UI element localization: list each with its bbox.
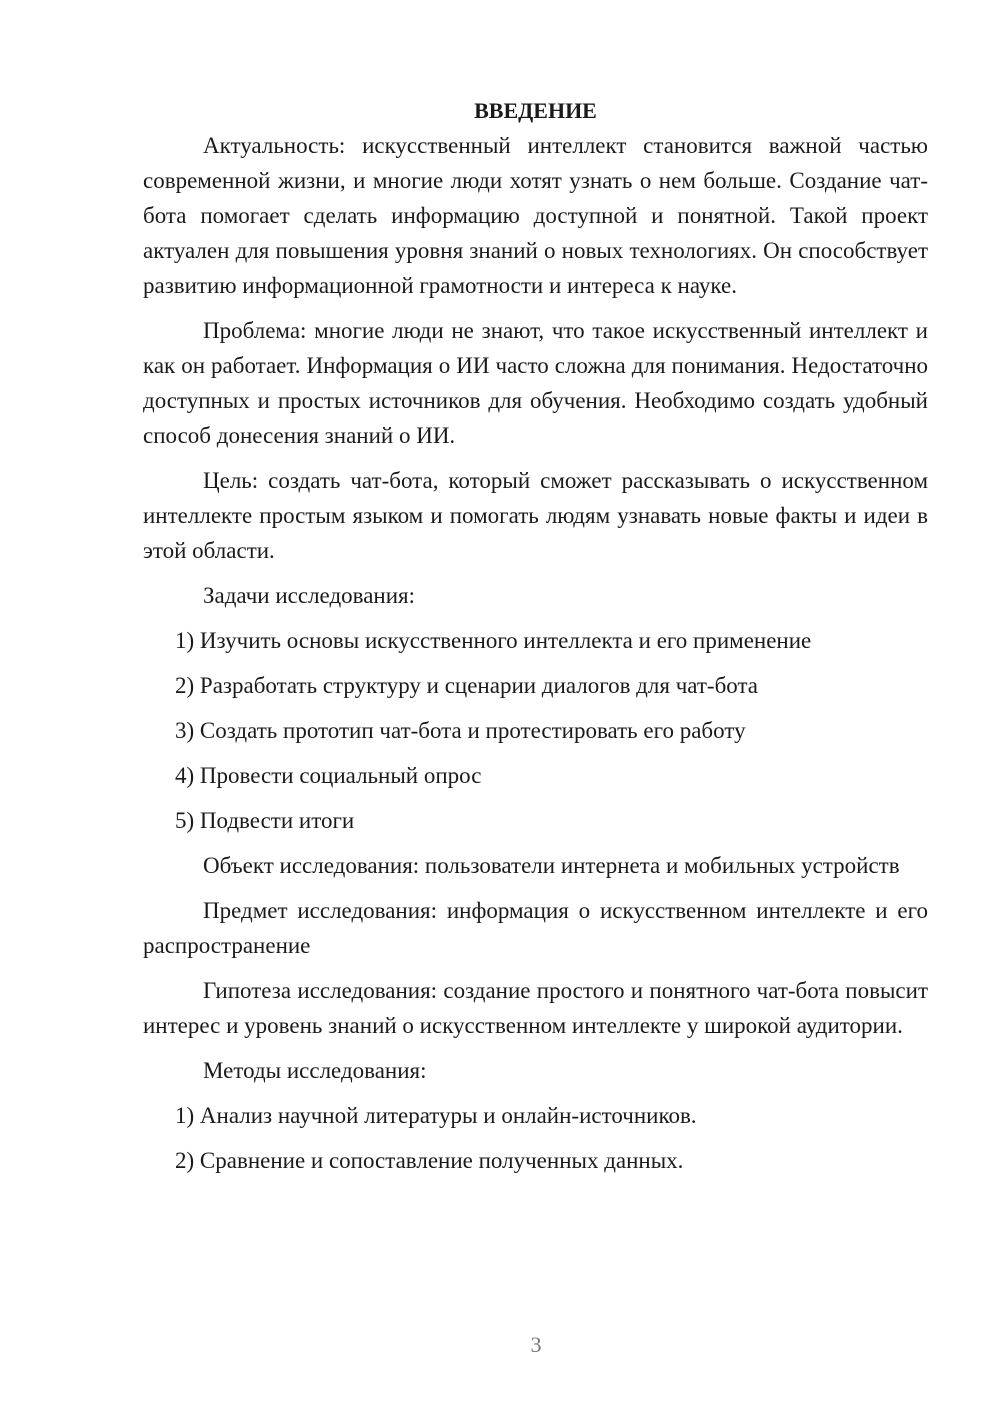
- problem-paragraph: Проблема: многие люди не знают, что такое искусственный интеллект и как он работает. Информация о ИИ часто сложна для понимания. Недостаточно доступных и простых источников для обучения. Необходимо создать удобный способ донесения знаний о ИИ.: [143, 318, 928, 448]
- page-title: ВВЕДЕНИЕ: [474, 98, 597, 123]
- list-item: 5) Подвести итоги: [175, 808, 355, 833]
- tasks-list: [143, 623, 928, 838]
- subject-paragraph: Предмет исследования: информация о искусственном интеллекте и его распространение: [143, 898, 928, 958]
- document-body: [143, 93, 928, 1178]
- methods-heading: Методы исследования:: [203, 1058, 427, 1083]
- list-item: 2) Сравнение и сопоставление полученных данных.: [175, 1148, 684, 1173]
- list-item: 1) Анализ научной литературы и онлайн-источников.: [175, 1103, 697, 1128]
- tasks-heading: Задачи исследования:: [203, 583, 416, 608]
- list-item: 4) Провести социальный опрос: [175, 763, 482, 788]
- page-number: 3: [530, 1332, 542, 1357]
- goal-paragraph: Цель: создать чат-бота, который сможет рассказывать о искусственном интеллекте простым языком и помогать людям узнавать новые факты и идеи в этой области.: [143, 468, 928, 563]
- object-paragraph: Объект исследования: пользователи интернета и мобильных устройств: [203, 853, 900, 878]
- list-item: 2) Разработать структуру и сценарии диалогов для чат-бота: [175, 673, 759, 698]
- methods-list: [143, 1098, 928, 1178]
- relevance-paragraph: Актуальность: искусственный интеллект становится важной частью современной жизни, и многие люди хотят узнать о нем больше. Создание чат-бота помогает сделать информацию доступной и понятной. Такой проект актуален для повышения уровня знаний о новых технологиях. Он способствует развитию информационной грамотности и интереса к науке.: [143, 133, 928, 298]
- list-item: 3) Создать прототип чат-бота и протестировать его работу: [175, 718, 746, 743]
- list-item: 1) Изучить основы искусственного интеллекта и его применение: [175, 628, 812, 653]
- hypothesis-paragraph: Гипотеза исследования: создание простого и понятного чат-бота повысит интерес и уровень знаний о искусственном интеллекте у широкой аудитории.: [143, 978, 928, 1038]
